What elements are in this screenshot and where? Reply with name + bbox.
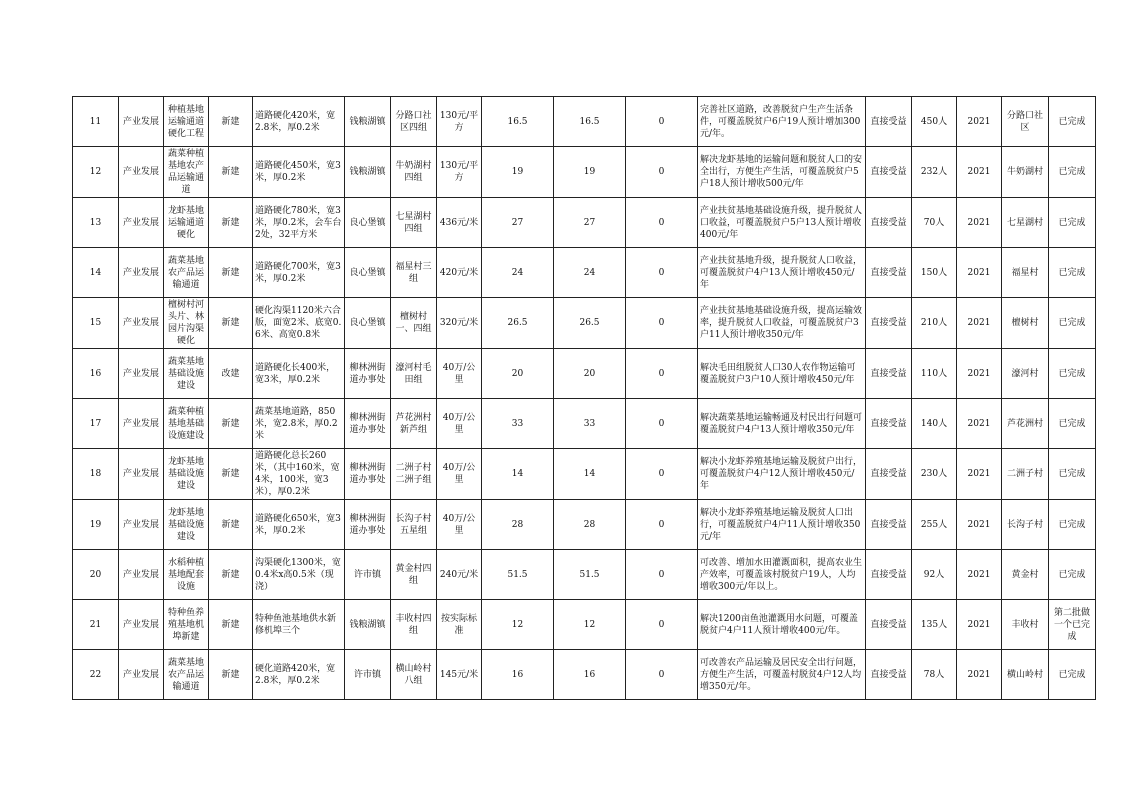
location-cell: 黄金村四组 xyxy=(391,550,437,600)
table-row xyxy=(73,298,1096,349)
construction-type-cell: 新建 xyxy=(209,147,253,198)
project-name-cell: 蔬菜基地农产品运输通道 xyxy=(164,248,209,298)
category-cell: 产业发展 xyxy=(119,500,164,550)
row-number: 12 xyxy=(73,147,119,198)
village-cell: 七星湖村 xyxy=(1002,198,1049,248)
project-name-cell: 蔬菜种植基地农产品运输通道 xyxy=(164,147,209,198)
beneficiaries-cell: 230人 xyxy=(912,449,957,500)
benefit-mode-cell: 直接受益 xyxy=(866,399,912,449)
construction-type-cell: 新建 xyxy=(209,97,253,147)
category-cell: 产业发展 xyxy=(119,298,164,349)
construction-content-cell: 道路硬化650米，宽3米，厚0.2米 xyxy=(253,500,345,550)
beneficiaries-cell: 92人 xyxy=(912,550,957,600)
table-row xyxy=(73,600,1096,650)
beneficiaries-cell: 450人 xyxy=(912,97,957,147)
benefit-mode-cell: 直接受益 xyxy=(866,198,912,248)
table-row xyxy=(73,349,1096,399)
village-cell: 牛奶湖村 xyxy=(1002,147,1049,198)
status-cell: 已完成 xyxy=(1049,349,1096,399)
location-cell: 福星村三组 xyxy=(391,248,437,298)
town-cell: 良心堡镇 xyxy=(345,298,391,349)
status-cell: 已完成 xyxy=(1049,248,1096,298)
year-cell: 2021 xyxy=(957,198,1002,248)
unit-price-cell: 40万/公里 xyxy=(437,399,482,449)
benefit-mode-cell: 直接受益 xyxy=(866,248,912,298)
town-cell: 钱粮湖镇 xyxy=(345,97,391,147)
unit-price-cell: 40万/公里 xyxy=(437,500,482,550)
status-cell: 第二批做一个已完成 xyxy=(1049,600,1096,650)
other-fund-cell: 0 xyxy=(626,349,698,399)
benefit-cell: 可改善、增加水田灌溉面积，提高农业生产效率，可覆盖该村脱贫户19人，人均增收300元/年以上。 xyxy=(698,550,866,600)
project-name-cell: 龙虾基地运输通道硬化 xyxy=(164,198,209,248)
beneficiaries-cell: 70人 xyxy=(912,198,957,248)
construction-type-cell: 新建 xyxy=(209,298,253,349)
village-cell: 濠河村 xyxy=(1002,349,1049,399)
status-cell: 已完成 xyxy=(1049,198,1096,248)
beneficiaries-cell: 232人 xyxy=(912,147,957,198)
table-row xyxy=(73,500,1096,550)
category-cell: 产业发展 xyxy=(119,97,164,147)
town-cell: 柳林洲街道办事处 xyxy=(345,399,391,449)
project-name-cell: 蔬菜基地基础设施建设 xyxy=(164,349,209,399)
benefit-cell: 完善社区道路，改善脱贫户生产生活条件，可覆盖脱贫户6户19人预计增加300元/年。 xyxy=(698,97,866,147)
year-cell: 2021 xyxy=(957,449,1002,500)
category-cell: 产业发展 xyxy=(119,650,164,700)
beneficiaries-cell: 140人 xyxy=(912,399,957,449)
construction-content-cell: 道路硬化总长260米，（其中160米，宽4米，100米，宽3米），厚0.2米 xyxy=(253,449,345,500)
project-name-cell: 龙虾基地基础设施建设 xyxy=(164,449,209,500)
category-cell: 产业发展 xyxy=(119,550,164,600)
construction-type-cell: 新建 xyxy=(209,399,253,449)
benefit-cell: 产业扶贫基地升级，提升脱贫人口收益，可覆盖脱贫户4户13人预计增收450元/年 xyxy=(698,248,866,298)
benefit-cell: 解决龙虾基地的运输问题和脱贫人口的安全出行，方便生产生活，可覆盖脱贫户5户18人预计增收500元/年 xyxy=(698,147,866,198)
unit-price-cell: 240元/米 xyxy=(437,550,482,600)
year-cell: 2021 xyxy=(957,399,1002,449)
year-cell: 2021 xyxy=(957,97,1002,147)
town-cell: 良心堡镇 xyxy=(345,248,391,298)
year-cell: 2021 xyxy=(957,550,1002,600)
location-cell: 丰收村四组 xyxy=(391,600,437,650)
unit-price-cell: 按实际标准 xyxy=(437,600,482,650)
total-investment-cell: 27 xyxy=(482,198,554,248)
year-cell: 2021 xyxy=(957,147,1002,198)
other-fund-cell: 0 xyxy=(626,298,698,349)
village-cell: 檀树村 xyxy=(1002,298,1049,349)
project-name-cell: 特种鱼养殖基地机埠新建 xyxy=(164,600,209,650)
table-row xyxy=(73,97,1096,147)
table-row xyxy=(73,248,1096,298)
unit-price-cell: 130元/平方 xyxy=(437,97,482,147)
fund-amount-cell: 24 xyxy=(554,248,626,298)
town-cell: 钱粮湖镇 xyxy=(345,600,391,650)
benefit-mode-cell: 直接受益 xyxy=(866,449,912,500)
benefit-cell: 解决小龙虾养殖基地运输及脱贫户出行，可覆盖脱贫户4户12人预计增收450元/年 xyxy=(698,449,866,500)
town-cell: 柳林洲街道办事处 xyxy=(345,500,391,550)
village-cell: 黄金村 xyxy=(1002,550,1049,600)
total-investment-cell: 20 xyxy=(482,349,554,399)
fund-amount-cell: 12 xyxy=(554,600,626,650)
other-fund-cell: 0 xyxy=(626,97,698,147)
row-number: 18 xyxy=(73,449,119,500)
year-cell: 2021 xyxy=(957,500,1002,550)
town-cell: 许市镇 xyxy=(345,650,391,700)
row-number: 14 xyxy=(73,248,119,298)
benefit-mode-cell: 直接受益 xyxy=(866,298,912,349)
village-cell: 分路口社区 xyxy=(1002,97,1049,147)
total-investment-cell: 24 xyxy=(482,248,554,298)
village-cell: 芦花洲村 xyxy=(1002,399,1049,449)
construction-type-cell: 新建 xyxy=(209,600,253,650)
benefit-cell: 解决蔬菜基地运输畅通及村民出行问题可覆盖脱贫户4户13人预计增收350元/年 xyxy=(698,399,866,449)
construction-type-cell: 新建 xyxy=(209,500,253,550)
construction-type-cell: 新建 xyxy=(209,198,253,248)
other-fund-cell: 0 xyxy=(626,550,698,600)
benefit-cell: 产业扶贫基地基础设施升级，提高运输效率，提升脱贫人口收益，可覆盖脱贫户3户11人预计增收350元/年 xyxy=(698,298,866,349)
status-cell: 已完成 xyxy=(1049,97,1096,147)
other-fund-cell: 0 xyxy=(626,248,698,298)
construction-content-cell: 蔬菜基地道路，850米，宽2.8米，厚0.2米 xyxy=(253,399,345,449)
location-cell: 长沟子村五星组 xyxy=(391,500,437,550)
total-investment-cell: 26.5 xyxy=(482,298,554,349)
other-fund-cell: 0 xyxy=(626,147,698,198)
year-cell: 2021 xyxy=(957,349,1002,399)
table-row xyxy=(73,449,1096,500)
location-cell: 七星湖村四组 xyxy=(391,198,437,248)
fund-amount-cell: 26.5 xyxy=(554,298,626,349)
fund-amount-cell: 16.5 xyxy=(554,97,626,147)
construction-content-cell: 道路硬化700米，宽3米，厚0.2米 xyxy=(253,248,345,298)
benefit-mode-cell: 直接受益 xyxy=(866,147,912,198)
category-cell: 产业发展 xyxy=(119,198,164,248)
table-row xyxy=(73,198,1096,248)
benefit-mode-cell: 直接受益 xyxy=(866,349,912,399)
construction-content-cell: 沟渠硬化1300米，宽0.4米x高0.5米（现浇） xyxy=(253,550,345,600)
construction-content-cell: 硬化沟渠1120米六合版，面宽2米、底宽0.6米、高宽0.8米 xyxy=(253,298,345,349)
fund-amount-cell: 28 xyxy=(554,500,626,550)
row-number: 19 xyxy=(73,500,119,550)
town-cell: 许市镇 xyxy=(345,550,391,600)
row-number: 21 xyxy=(73,600,119,650)
total-investment-cell: 16.5 xyxy=(482,97,554,147)
construction-content-cell: 道路硬化780米，宽3米，厚0.2米，会车台2处，32平方米 xyxy=(253,198,345,248)
village-cell: 横山岭村 xyxy=(1002,650,1049,700)
project-name-cell: 檀树村河头片、林园片沟渠硬化 xyxy=(164,298,209,349)
table-row xyxy=(73,550,1096,600)
total-investment-cell: 28 xyxy=(482,500,554,550)
row-number: 15 xyxy=(73,298,119,349)
location-cell: 分路口社区四组 xyxy=(391,97,437,147)
benefit-mode-cell: 直接受益 xyxy=(866,550,912,600)
benefit-mode-cell: 直接受益 xyxy=(866,500,912,550)
unit-price-cell: 420元/米 xyxy=(437,248,482,298)
construction-type-cell: 新建 xyxy=(209,550,253,600)
benefit-cell: 解决1200亩鱼池灌溉用水问题，可覆盖脱贫户4户11人预计增收400元/年。 xyxy=(698,600,866,650)
year-cell: 2021 xyxy=(957,650,1002,700)
benefit-mode-cell: 直接受益 xyxy=(866,650,912,700)
project-name-cell: 龙虾基地基础设施建设 xyxy=(164,500,209,550)
fund-amount-cell: 27 xyxy=(554,198,626,248)
location-cell: 二洲子村二洲子组 xyxy=(391,449,437,500)
location-cell: 牛奶湖村四组 xyxy=(391,147,437,198)
unit-price-cell: 145元/米 xyxy=(437,650,482,700)
category-cell: 产业发展 xyxy=(119,248,164,298)
construction-type-cell: 新建 xyxy=(209,248,253,298)
other-fund-cell: 0 xyxy=(626,399,698,449)
project-name-cell: 水稻种植基地配套设施 xyxy=(164,550,209,600)
beneficiaries-cell: 150人 xyxy=(912,248,957,298)
project-name-cell: 蔬菜基地农产品运输通道 xyxy=(164,650,209,700)
location-cell: 濠河村毛田组 xyxy=(391,349,437,399)
construction-content-cell: 道路硬化420米，宽2.8米，厚0.2米 xyxy=(253,97,345,147)
total-investment-cell: 33 xyxy=(482,399,554,449)
fund-amount-cell: 33 xyxy=(554,399,626,449)
unit-price-cell: 436元/米 xyxy=(437,198,482,248)
total-investment-cell: 19 xyxy=(482,147,554,198)
row-number: 11 xyxy=(73,97,119,147)
fund-amount-cell: 20 xyxy=(554,349,626,399)
construction-type-cell: 新建 xyxy=(209,650,253,700)
status-cell: 已完成 xyxy=(1049,298,1096,349)
category-cell: 产业发展 xyxy=(119,600,164,650)
category-cell: 产业发展 xyxy=(119,449,164,500)
location-cell: 横山岭村八组 xyxy=(391,650,437,700)
beneficiaries-cell: 78人 xyxy=(912,650,957,700)
total-investment-cell: 16 xyxy=(482,650,554,700)
unit-price-cell: 320元/米 xyxy=(437,298,482,349)
status-cell: 已完成 xyxy=(1049,147,1096,198)
beneficiaries-cell: 135人 xyxy=(912,600,957,650)
category-cell: 产业发展 xyxy=(119,147,164,198)
village-cell: 长沟子村 xyxy=(1002,500,1049,550)
unit-price-cell: 40万/公里 xyxy=(437,449,482,500)
town-cell: 钱粮湖镇 xyxy=(345,147,391,198)
benefit-mode-cell: 直接受益 xyxy=(866,97,912,147)
construction-type-cell: 改建 xyxy=(209,349,253,399)
fund-amount-cell: 16 xyxy=(554,650,626,700)
location-cell: 檀树村一、四组 xyxy=(391,298,437,349)
town-cell: 柳林洲街道办事处 xyxy=(345,349,391,399)
fund-amount-cell: 19 xyxy=(554,147,626,198)
other-fund-cell: 0 xyxy=(626,600,698,650)
fund-amount-cell: 51.5 xyxy=(554,550,626,600)
beneficiaries-cell: 210人 xyxy=(912,298,957,349)
year-cell: 2021 xyxy=(957,248,1002,298)
fund-amount-cell: 14 xyxy=(554,449,626,500)
project-name-cell: 种植基地运输通道硬化工程 xyxy=(164,97,209,147)
year-cell: 2021 xyxy=(957,298,1002,349)
table-row xyxy=(73,399,1096,449)
status-cell: 已完成 xyxy=(1049,650,1096,700)
year-cell: 2021 xyxy=(957,600,1002,650)
table-row xyxy=(73,147,1096,198)
construction-content-cell: 道路硬化长400米，宽3米，厚0.2米 xyxy=(253,349,345,399)
category-cell: 产业发展 xyxy=(119,399,164,449)
location-cell: 芦花洲村新芦组 xyxy=(391,399,437,449)
benefit-cell: 解决毛田组脱贫人口30人农作物运输可覆盖脱贫户3户10人预计增收450元/年 xyxy=(698,349,866,399)
row-number: 13 xyxy=(73,198,119,248)
construction-content-cell: 道路硬化450米，宽3米，厚0.2米 xyxy=(253,147,345,198)
row-number: 17 xyxy=(73,399,119,449)
unit-price-cell: 130元/平方 xyxy=(437,147,482,198)
benefit-cell: 解决小龙虾养殖基地运输及脱贫人口出行，可覆盖脱贫户4户11人预计增收350元/年 xyxy=(698,500,866,550)
village-cell: 二洲子村 xyxy=(1002,449,1049,500)
village-cell: 福星村 xyxy=(1002,248,1049,298)
total-investment-cell: 12 xyxy=(482,600,554,650)
town-cell: 良心堡镇 xyxy=(345,198,391,248)
total-investment-cell: 14 xyxy=(482,449,554,500)
project-name-cell: 蔬菜种植基地基础设施建设 xyxy=(164,399,209,449)
project-table xyxy=(72,96,1096,700)
beneficiaries-cell: 255人 xyxy=(912,500,957,550)
other-fund-cell: 0 xyxy=(626,650,698,700)
table-row xyxy=(73,650,1096,700)
status-cell: 已完成 xyxy=(1049,550,1096,600)
total-investment-cell: 51.5 xyxy=(482,550,554,600)
construction-content-cell: 硬化道路420米，宽2.8米，厚0.2米 xyxy=(253,650,345,700)
beneficiaries-cell: 110人 xyxy=(912,349,957,399)
benefit-mode-cell: 直接受益 xyxy=(866,600,912,650)
construction-type-cell: 新建 xyxy=(209,449,253,500)
other-fund-cell: 0 xyxy=(626,449,698,500)
category-cell: 产业发展 xyxy=(119,349,164,399)
status-cell: 已完成 xyxy=(1049,500,1096,550)
town-cell: 柳林洲街道办事处 xyxy=(345,449,391,500)
row-number: 22 xyxy=(73,650,119,700)
construction-content-cell: 特种鱼池基地供水新修机埠三个 xyxy=(253,600,345,650)
row-number: 20 xyxy=(73,550,119,600)
other-fund-cell: 0 xyxy=(626,198,698,248)
benefit-cell: 产业扶贫基地基础设施升级，提升脱贫人口收益，可覆盖脱贫户5户13人预计增收400元/年 xyxy=(698,198,866,248)
row-number: 16 xyxy=(73,349,119,399)
village-cell: 丰收村 xyxy=(1002,600,1049,650)
other-fund-cell: 0 xyxy=(626,500,698,550)
unit-price-cell: 40万/公里 xyxy=(437,349,482,399)
status-cell: 已完成 xyxy=(1049,449,1096,500)
benefit-cell: 可改善农产品运输及居民安全出行问题，方便生产生活，可覆盖村脱贫4户12人均增350元/年。 xyxy=(698,650,866,700)
status-cell: 已完成 xyxy=(1049,399,1096,449)
